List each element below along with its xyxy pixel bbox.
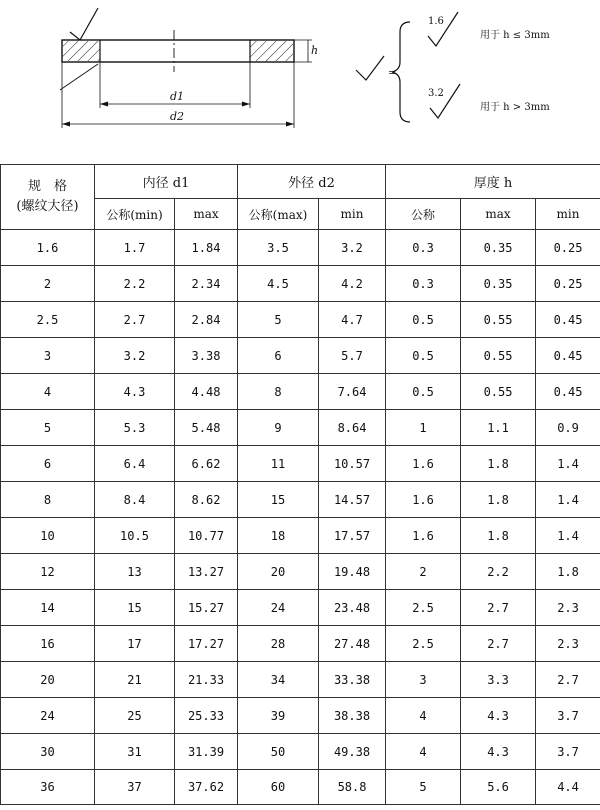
roughness-legend <box>356 12 550 122</box>
thickness-min-cell: 0.25 <box>536 230 600 266</box>
equals-sign: = <box>388 68 397 79</box>
outer-min-cell: 10.57 <box>319 446 386 482</box>
washer-spec-table <box>0 164 600 805</box>
thickness-min-cell: 0.9 <box>536 410 600 446</box>
general-roughness-symbol <box>356 56 384 80</box>
spec-header <box>1 165 95 230</box>
outer-min-cell: 8.64 <box>319 410 386 446</box>
size-cell: 2 <box>1 266 95 302</box>
size-cell: 6 <box>1 446 95 482</box>
spec-table-body <box>1 230 600 805</box>
table-row <box>1 590 600 626</box>
thickness-nominal-cell: 5 <box>386 770 461 805</box>
inner-max-cell: 2.84 <box>175 302 238 338</box>
thickness-min-cell: 3.7 <box>536 734 600 770</box>
thickness-nominal-cell: 4 <box>386 698 461 734</box>
header-row-1 <box>1 165 600 199</box>
table-row <box>1 266 600 302</box>
thickness-max-cell: 3.3 <box>461 662 536 698</box>
inner-max-cell: 1.84 <box>175 230 238 266</box>
outer-nominal-cell: 60 <box>238 770 319 805</box>
washer-roughness-mark <box>70 8 98 40</box>
outer-min-cell: 5.7 <box>319 338 386 374</box>
inner-nominal-cell: 13 <box>95 554 175 590</box>
h-label: h <box>311 44 319 57</box>
thickness-min-cell: 4.4 <box>536 770 600 805</box>
outer-nominal-cell: 28 <box>238 626 319 662</box>
outer-min-cell: 33.38 <box>319 662 386 698</box>
table-row <box>1 518 600 554</box>
thickness-max-cell: 2.7 <box>461 590 536 626</box>
inner-diameter-header: 内径 d1 <box>95 165 238 199</box>
thickness-min-cell: 0.25 <box>536 266 600 302</box>
sub-header: max <box>461 199 536 230</box>
thickness-min-cell: 0.45 <box>536 338 600 374</box>
size-cell: 14 <box>1 590 95 626</box>
inner-max-cell: 17.27 <box>175 626 238 662</box>
table-row <box>1 338 600 374</box>
thickness-max-cell: 2.7 <box>461 626 536 662</box>
thickness-max-cell: 0.55 <box>461 374 536 410</box>
inner-nominal-cell: 10.5 <box>95 518 175 554</box>
thickness-nominal-cell: 1.6 <box>386 482 461 518</box>
thickness-min-cell: 1.4 <box>536 518 600 554</box>
thickness-nominal-cell: 1.6 <box>386 446 461 482</box>
inner-max-cell: 5.48 <box>175 410 238 446</box>
size-cell: 8 <box>1 482 95 518</box>
thickness-max-cell: 0.55 <box>461 302 536 338</box>
inner-max-cell: 2.34 <box>175 266 238 302</box>
thickness-nominal-cell: 2 <box>386 554 461 590</box>
condition-1: 用于 h ≤ 3mm <box>480 30 550 41</box>
thickness-max-cell: 0.35 <box>461 230 536 266</box>
thickness-nominal-cell: 0.5 <box>386 338 461 374</box>
inner-nominal-cell: 1.7 <box>95 230 175 266</box>
size-cell: 3 <box>1 338 95 374</box>
spec-header-line2: (螺纹大径) <box>16 199 79 214</box>
thickness-nominal-cell: 1 <box>386 410 461 446</box>
outer-nominal-cell: 11 <box>238 446 319 482</box>
outer-min-cell: 58.8 <box>319 770 386 805</box>
outer-min-cell: 19.48 <box>319 554 386 590</box>
inner-nominal-cell: 25 <box>95 698 175 734</box>
size-cell: 16 <box>1 626 95 662</box>
thickness-nominal-cell: 1.6 <box>386 518 461 554</box>
outer-nominal-cell: 18 <box>238 518 319 554</box>
outer-min-cell: 4.7 <box>319 302 386 338</box>
inner-nominal-cell: 8.4 <box>95 482 175 518</box>
inner-max-cell: 13.27 <box>175 554 238 590</box>
outer-min-cell: 3.2 <box>319 230 386 266</box>
table-row <box>1 698 600 734</box>
outer-nominal-cell: 50 <box>238 734 319 770</box>
size-cell: 12 <box>1 554 95 590</box>
outer-nominal-cell: 8 <box>238 374 319 410</box>
sub-header: 公称(max) <box>238 199 319 230</box>
thickness-max-cell: 4.3 <box>461 698 536 734</box>
table-row <box>1 482 600 518</box>
thickness-max-cell: 1.8 <box>461 446 536 482</box>
inner-max-cell: 4.48 <box>175 374 238 410</box>
outer-min-cell: 49.38 <box>319 734 386 770</box>
inner-nominal-cell: 31 <box>95 734 175 770</box>
outer-nominal-cell: 15 <box>238 482 319 518</box>
inner-max-cell: 3.38 <box>175 338 238 374</box>
thickness-nominal-cell: 0.5 <box>386 374 461 410</box>
inner-nominal-cell: 2.7 <box>95 302 175 338</box>
thickness-min-cell: 1.8 <box>536 554 600 590</box>
thickness-min-cell: 1.4 <box>536 482 600 518</box>
thickness-min-cell: 0.45 <box>536 302 600 338</box>
thickness-max-cell: 1.1 <box>461 410 536 446</box>
thickness-nominal-cell: 3 <box>386 662 461 698</box>
inner-max-cell: 37.62 <box>175 770 238 805</box>
size-cell: 20 <box>1 662 95 698</box>
size-cell: 36 <box>1 770 95 805</box>
inner-max-cell: 10.77 <box>175 518 238 554</box>
size-cell: 2.5 <box>1 302 95 338</box>
inner-max-cell: 25.33 <box>175 698 238 734</box>
thickness-nominal-cell: 4 <box>386 734 461 770</box>
thickness-max-cell: 4.3 <box>461 734 536 770</box>
outer-nominal-cell: 34 <box>238 662 319 698</box>
outer-nominal-cell: 6 <box>238 338 319 374</box>
table-row <box>1 770 600 805</box>
thickness-max-cell: 2.2 <box>461 554 536 590</box>
d2-label: d2 <box>170 110 185 123</box>
table-row <box>1 410 600 446</box>
inner-nominal-cell: 15 <box>95 590 175 626</box>
outer-nominal-cell: 4.5 <box>238 266 319 302</box>
outer-nominal-cell: 20 <box>238 554 319 590</box>
inner-nominal-cell: 3.2 <box>95 338 175 374</box>
thickness-max-cell: 1.8 <box>461 482 536 518</box>
roughness-value-2: 3.2 <box>428 88 444 99</box>
table-row <box>1 302 600 338</box>
condition-2: 用于 h > 3mm <box>480 102 550 113</box>
inner-nominal-cell: 5.3 <box>95 410 175 446</box>
table-row <box>1 626 600 662</box>
table-row <box>1 374 600 410</box>
table-row <box>1 734 600 770</box>
size-cell: 24 <box>1 698 95 734</box>
inner-max-cell: 21.33 <box>175 662 238 698</box>
sub-header: 公称 <box>386 199 461 230</box>
inner-nominal-cell: 2.2 <box>95 266 175 302</box>
thickness-min-cell: 2.3 <box>536 590 600 626</box>
thickness-nominal-cell: 2.5 <box>386 590 461 626</box>
size-cell: 30 <box>1 734 95 770</box>
thickness-max-cell: 5.6 <box>461 770 536 805</box>
inner-max-cell: 15.27 <box>175 590 238 626</box>
table-row <box>1 446 600 482</box>
outer-min-cell: 4.2 <box>319 266 386 302</box>
sub-header: min <box>319 199 386 230</box>
spec-header-line1: 规 格 <box>27 179 67 194</box>
outer-nominal-cell: 24 <box>238 590 319 626</box>
thickness-max-cell: 0.35 <box>461 266 536 302</box>
outer-min-cell: 7.64 <box>319 374 386 410</box>
thickness-min-cell: 2.3 <box>536 626 600 662</box>
outer-nominal-cell: 9 <box>238 410 319 446</box>
inner-nominal-cell: 21 <box>95 662 175 698</box>
d1-label: d1 <box>170 90 185 103</box>
inner-max-cell: 31.39 <box>175 734 238 770</box>
outer-min-cell: 14.57 <box>319 482 386 518</box>
table-row <box>1 230 600 266</box>
d1-dimension <box>100 62 250 108</box>
inner-nominal-cell: 37 <box>95 770 175 805</box>
inner-nominal-cell: 17 <box>95 626 175 662</box>
size-cell: 1.6 <box>1 230 95 266</box>
thickness-min-cell: 2.7 <box>536 662 600 698</box>
sub-header: min <box>536 199 600 230</box>
thickness-nominal-cell: 0.5 <box>386 302 461 338</box>
outer-min-cell: 23.48 <box>319 590 386 626</box>
size-cell: 4 <box>1 374 95 410</box>
table-row <box>1 662 600 698</box>
washer-section <box>62 30 294 72</box>
thickness-min-cell: 3.7 <box>536 698 600 734</box>
thickness-min-cell: 0.45 <box>536 374 600 410</box>
thickness-max-cell: 0.55 <box>461 338 536 374</box>
inner-nominal-cell: 4.3 <box>95 374 175 410</box>
inner-max-cell: 6.62 <box>175 446 238 482</box>
thickness-nominal-cell: 2.5 <box>386 626 461 662</box>
sub-header: max <box>175 199 238 230</box>
outer-nominal-cell: 3.5 <box>238 230 319 266</box>
thickness-header: 厚度 h <box>386 165 600 199</box>
thickness-min-cell: 1.4 <box>536 446 600 482</box>
h-dimension <box>294 40 318 62</box>
thickness-nominal-cell: 0.3 <box>386 230 461 266</box>
inner-max-cell: 8.62 <box>175 482 238 518</box>
outer-min-cell: 38.38 <box>319 698 386 734</box>
outer-diameter-header: 外径 d2 <box>238 165 386 199</box>
outer-nominal-cell: 39 <box>238 698 319 734</box>
roughness-value-1: 1.6 <box>428 16 444 27</box>
size-cell: 10 <box>1 518 95 554</box>
washer-diagram <box>0 0 600 165</box>
thickness-max-cell: 1.8 <box>461 518 536 554</box>
outer-min-cell: 27.48 <box>319 626 386 662</box>
sub-header: 公称(min) <box>95 199 175 230</box>
size-cell: 5 <box>1 410 95 446</box>
thickness-nominal-cell: 0.3 <box>386 266 461 302</box>
table-row <box>1 554 600 590</box>
outer-min-cell: 17.57 <box>319 518 386 554</box>
outer-nominal-cell: 5 <box>238 302 319 338</box>
inner-nominal-cell: 6.4 <box>95 446 175 482</box>
